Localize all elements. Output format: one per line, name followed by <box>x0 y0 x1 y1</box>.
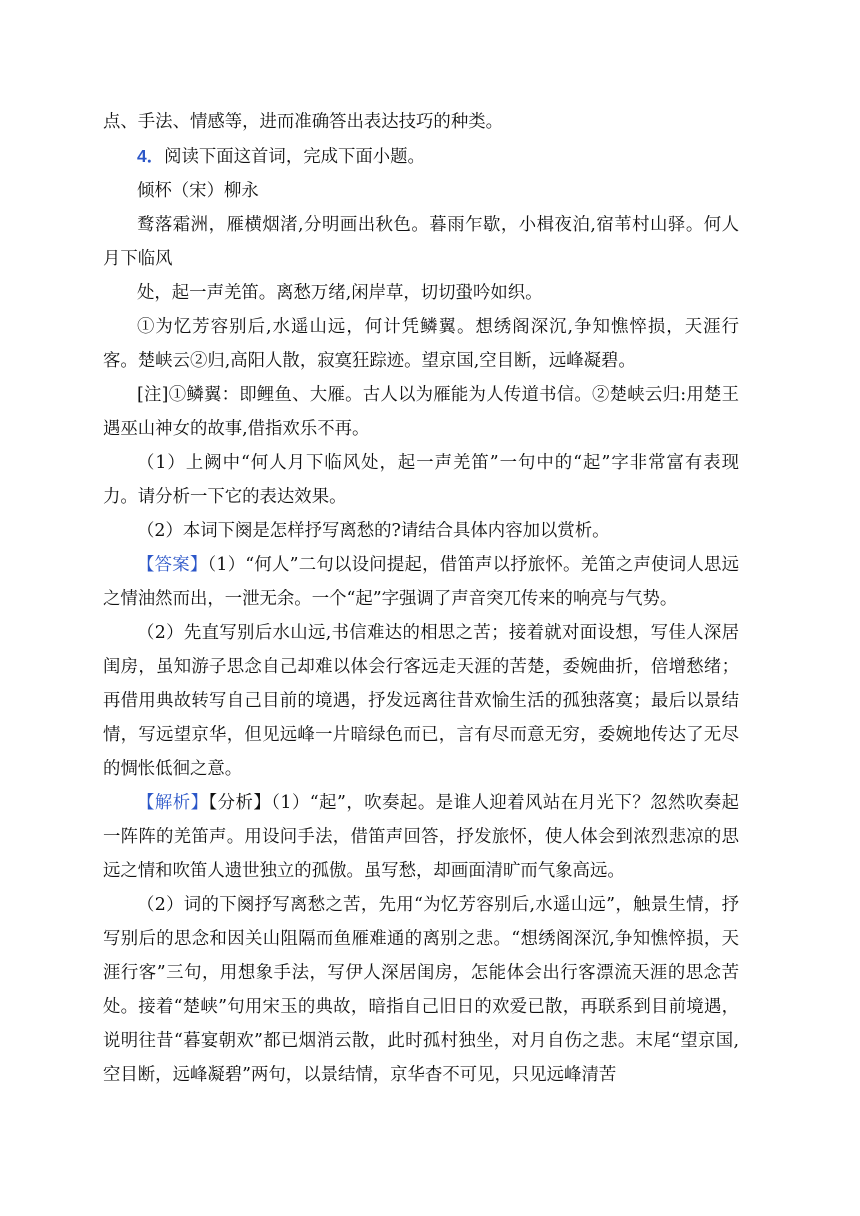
answer-part-2: （2）先直写别后水山远,书信难达的相思之苦；接着就对面设想，写佳人深居闺房，虽知游子思念自己却难以体会行客远走天涯的苦楚，委婉曲折，倍增愁绪；再借用典故转写自己目前的境遇，抒发远离往昔欢愉生活的孤独落寞；最后以景结情，写远望京华，但见远峰一片暗绿色而已，言有尽而意无穷，委婉地传达了无尽的惆怅低徊之意。 <box>103 623 739 779</box>
question-number: 4． <box>137 146 165 166</box>
subquestion-2: （2）本词下阕是怎样抒写离愁的?请结合具体内容加以赏析。 <box>137 521 610 541</box>
poem-note: [注]①鳞翼：即鲤鱼、大雁。古人以为雁能为人传道书信。②楚峡云归:用楚王遇巫山神女的故事,借指欢乐不再。 <box>103 385 739 439</box>
analysis-part-2: （2）词的下阕抒写离愁之苦，先用“为忆芳容别后,水遥山远”，触景生情，抒写别后的思念和因关山阻隔而鱼雁难通的离别之悲。“想绣阁深沉,争知憔悴损，天涯行客”三句，用想象手法，写伊人深居闺房，怎能体会出行客漂流天涯的思念苦处。接着“楚峡”句用宋玉的典故，暗指自己旧日的欢爱已散，再联系到目前境遇，说明往昔“暮宴朝欢”都已烟消云散，此时孤村独坐，对月自伤之悲。末尾“望京国,空目断，远峰凝碧”两句，以景结情，京华杳不可见，只见远峰清苦 <box>103 895 739 1085</box>
analysis-text-1: （1）“起”，吹奏起。是谁人迎着风站在月光下？忽然吹奏起一阵阵的羌笛声。用设问手法，借笛声回答，抒发旅怀，使人体会到浓烈悲凉的思远之情和吹笛人遗世独立的孤傲。虽写愁，却画面清旷而气象高远。 <box>103 793 739 881</box>
subquestion-1: （1）上阙中“何人月下临风处，起一声羌笛”一句中的“起”字非常富有表现力。请分析一下它的表达效果。 <box>103 453 739 507</box>
answer-label: 【答案】 <box>137 555 208 575</box>
question-prompt: 阅读下面这首词，完成下面小题。 <box>164 147 425 167</box>
poem-title: 倾杯（宋）柳永 <box>137 181 259 201</box>
poem-line-2: 处，起一声羌笛。离愁万绪,闲岸草，切切蛩吟如织。 <box>137 283 543 303</box>
poem-line-3: ①为忆芳容别后,水遥山远，何计凭鳞翼。想绣阁深沉,争知憔悴损，天涯行客。楚峡云②归,高阳人散，寂寞狂踪迹。望京国,空目断，远峰凝碧。 <box>103 317 739 371</box>
question-line <box>103 139 739 174</box>
analysis-part-1 <box>103 786 739 888</box>
answer-part-1 <box>103 548 739 616</box>
document-page <box>103 105 739 1092</box>
poem-line-1: 鹜落霜洲，雁横烟渚,分明画出秋色。暮雨乍歇，小楫夜泊,宿苇村山驿。何人月下临风 <box>103 215 739 269</box>
analysis-sub-label: 【分析】 <box>208 793 272 813</box>
intro-tail-text: 点、手法、情感等，进而准确答出表达技巧的种类。 <box>103 112 503 132</box>
answer-text-1: （1）“何人”二句以设问提起，借笛声以抒旅怀。羌笛之声使词人思远之情油然而出，一泄无余。一个“起”字强调了声音突兀传来的响亮与气势。 <box>103 555 739 609</box>
analysis-label: 【解析】 <box>137 793 209 813</box>
